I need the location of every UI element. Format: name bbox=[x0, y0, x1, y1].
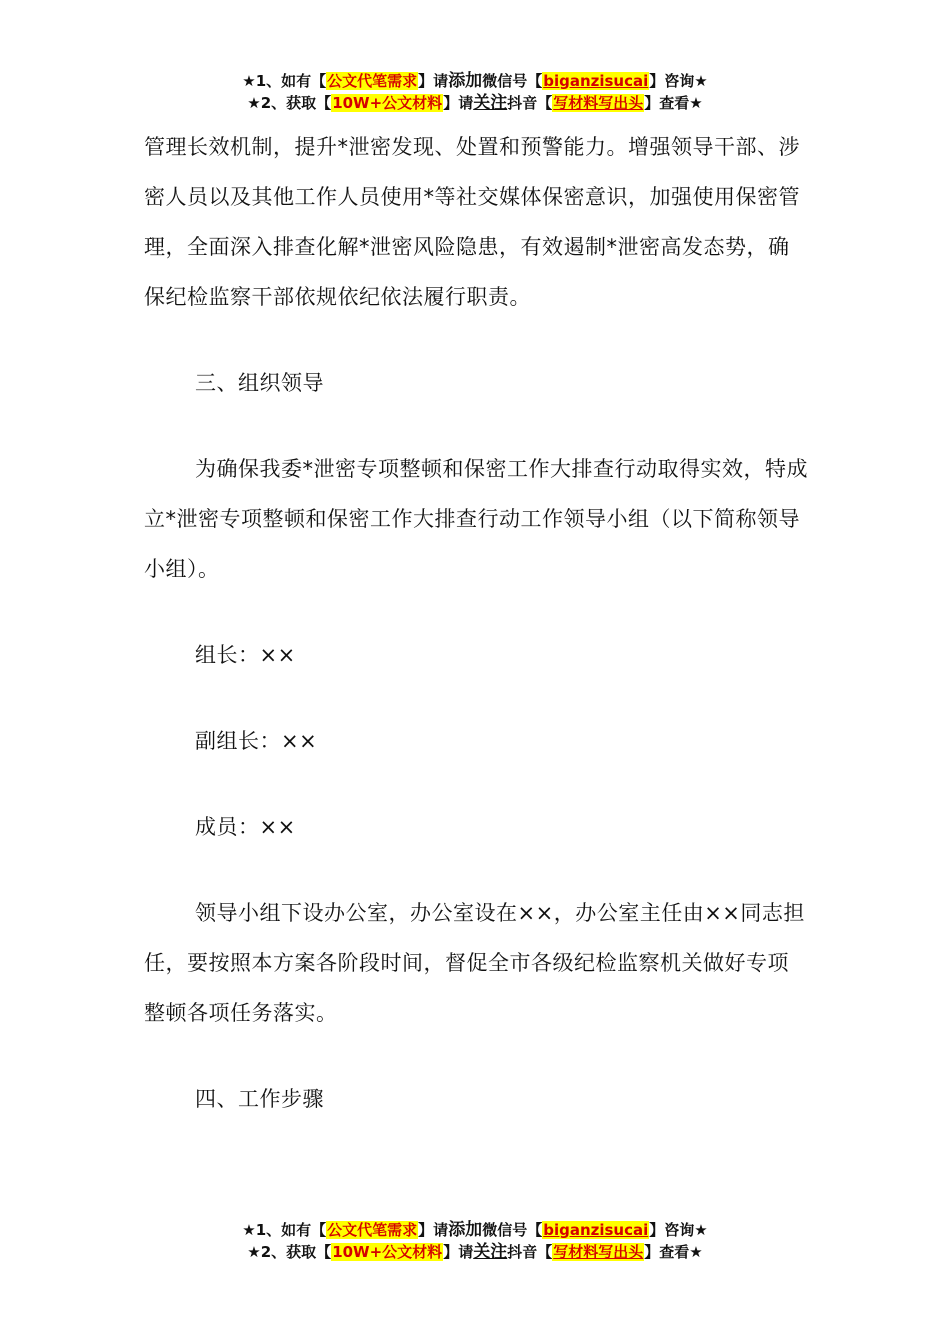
banner-line-1 bbox=[0, 70, 950, 92]
banner-wechat-id: biganzisucai bbox=[543, 72, 649, 90]
banner-text: ★2、获取【 bbox=[247, 1243, 332, 1261]
banner-highlight: 10W+公文材料 bbox=[332, 94, 443, 112]
banner-text: ★2、获取【 bbox=[247, 94, 332, 112]
banner-line-1 bbox=[0, 1219, 950, 1241]
banner-text: 抖音【 bbox=[507, 94, 553, 112]
banner-emphasis: 添加 bbox=[448, 71, 483, 91]
banner-text: 微信号【 bbox=[482, 1221, 543, 1239]
section-heading-3: 三、组织领导 bbox=[195, 371, 324, 395]
banner-text: ★1、如有【 bbox=[242, 1221, 327, 1239]
banner-text: 】请 bbox=[443, 94, 474, 112]
top-banner bbox=[0, 70, 950, 114]
banner-wechat-id: biganzisucai bbox=[543, 1221, 649, 1239]
banner-text: 】咨询★ bbox=[649, 1221, 708, 1239]
banner-text: ★1、如有【 bbox=[242, 72, 327, 90]
banner-line-2 bbox=[0, 92, 950, 114]
banner-douyin-id: 写材料写出头 bbox=[553, 1243, 644, 1261]
banner-text: 】请 bbox=[418, 72, 449, 90]
banner-emphasis: 关注 bbox=[473, 93, 508, 113]
document-body bbox=[144, 122, 808, 1124]
banner-emphasis: 关注 bbox=[473, 1242, 508, 1262]
banner-emphasis: 添加 bbox=[448, 1220, 483, 1240]
banner-text: 抖音【 bbox=[507, 1243, 553, 1261]
banner-text: 微信号【 bbox=[482, 72, 543, 90]
banner-text: 】咨询★ bbox=[649, 72, 708, 90]
banner-text: 】请 bbox=[418, 1221, 449, 1239]
banner-highlight: 公文代笔需求 bbox=[327, 72, 418, 90]
banner-text: 】查看★ bbox=[644, 1243, 703, 1261]
leader-line: 组长：×× bbox=[195, 643, 296, 667]
bottom-banner bbox=[0, 1219, 950, 1263]
paragraph-continued: 管理长效机制，提升*泄密发现、处置和预警能力。增强领导干部、涉密人员以及其他工作人员使用*等社交媒体保密意识，加强使用保密管理，全面深入排查化解*泄密风险隐患，有效遏制*泄密高发态势，确保纪检监察干部依规依纪依法履行职责。 bbox=[144, 135, 800, 309]
section-heading-4: 四、工作步骤 bbox=[195, 1087, 324, 1111]
deputy-leader-line: 副组长：×× bbox=[195, 729, 318, 753]
members-line: 成员：×× bbox=[195, 815, 296, 839]
banner-highlight: 10W+公文材料 bbox=[332, 1243, 443, 1261]
paragraph-organization: 为确保我委*泄密专项整顿和保密工作大排查行动取得实效，特成立*泄密专项整顿和保密工作大排查行动工作领导小组（以下简称领导小组）。 bbox=[144, 457, 808, 581]
banner-line-2 bbox=[0, 1241, 950, 1263]
banner-douyin-id: 写材料写出头 bbox=[553, 94, 644, 112]
banner-text: 】请 bbox=[443, 1243, 474, 1261]
banner-highlight: 公文代笔需求 bbox=[327, 1221, 418, 1239]
paragraph-office: 领导小组下设办公室，办公室设在××，办公室主任由××同志担任，要按照本方案各阶段时间，督促全市各级纪检监察机关做好专项整顿各项任务落实。 bbox=[144, 901, 805, 1025]
banner-text: 】查看★ bbox=[644, 94, 703, 112]
